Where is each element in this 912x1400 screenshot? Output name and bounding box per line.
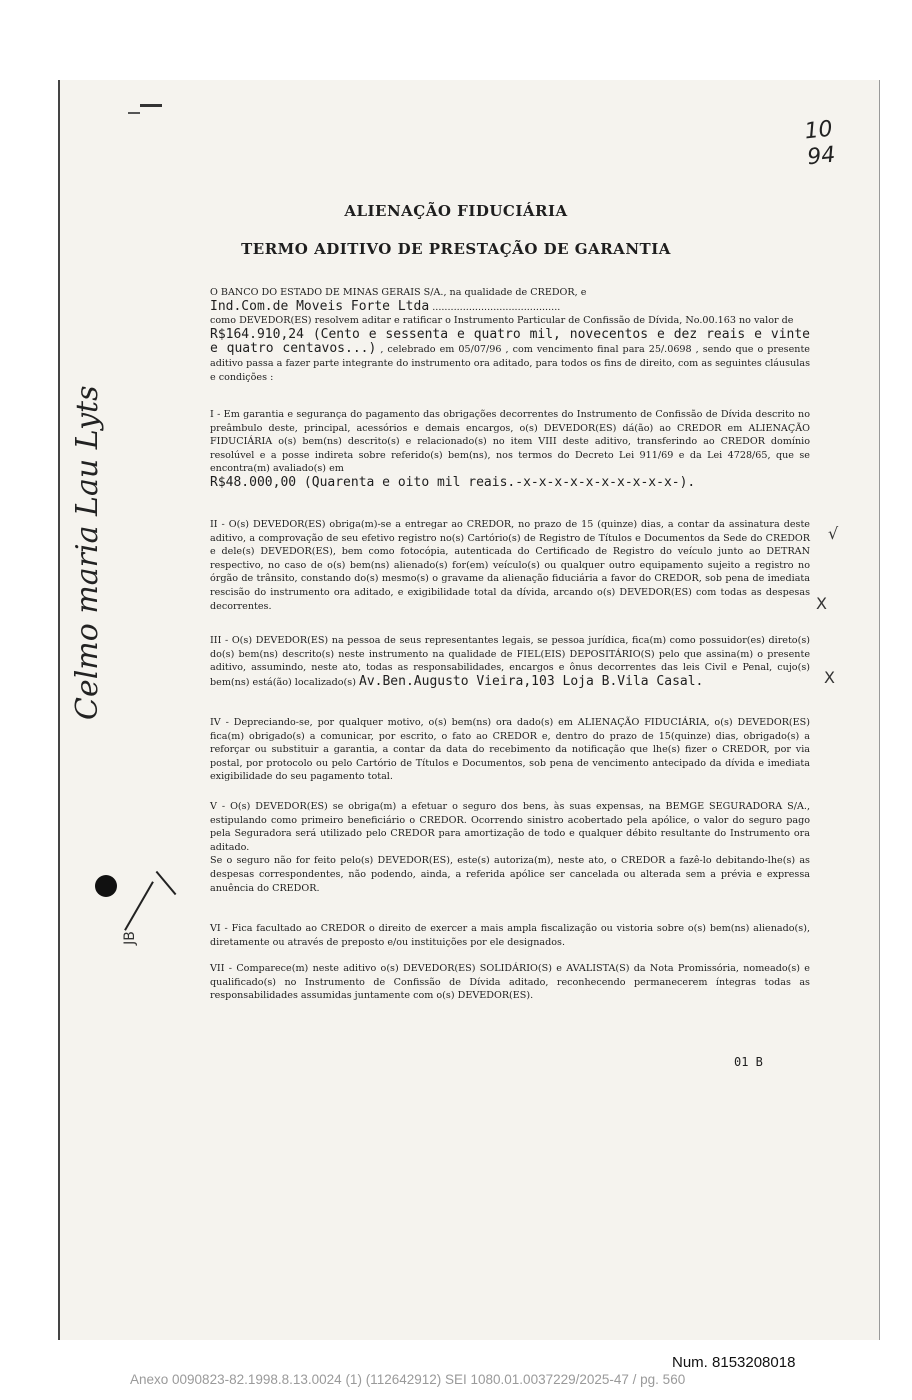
scan-mark xyxy=(128,112,140,114)
x-mark: X xyxy=(816,594,827,613)
document-sheet xyxy=(58,80,880,1340)
debtor-name: Ind.Com.de Moveis Forte Ltda xyxy=(210,298,430,314)
ink-blot xyxy=(95,875,117,897)
tick-mark: √ xyxy=(828,524,839,543)
preamble xyxy=(210,286,810,384)
clause-3-address: Av.Ben.Augusto Vieira,103 Loja B.Vila Casal. xyxy=(359,673,704,689)
clause-7: VII - Comparece(m) neste aditivo o(s) DEVEDOR(ES) SOLIDÁRIO(S) e AVALISTA(S) da Nota Promissória, nomeado(s) e qualificado(s) no Instrumento de Confissão de Dívida aditado, reconhecendo permanecerem íntegras todas as responsabilidades assumidas juntamente com o(s) DEVEDOR(ES). xyxy=(210,963,810,1002)
initials-stamp: JB xyxy=(121,931,138,945)
clause-3-text: III - O(s) DEVEDOR(ES) na pessoa de seus representantes legais, se pessoa jurídica, fica(m) como possuidor(es) direto(s) do(s) bem(ns) descrito(s) neste instrumento na qualidade de FIEL(EIS) DEPOSITÁRIO(S) pelo que assina(m) o presente aditivo, assumindo, neste ato, todas as responsabilidades, encargos e ônus decorrentes das leis Civil e Penal, cujo(s) bem(ns) está(ão) localizado(s) xyxy=(210,635,810,688)
dotted-fill: .......................................... xyxy=(432,301,561,313)
clause-5 xyxy=(210,800,810,895)
clause-1-text: I - Em garantia e segurança do pagamento das obrigações decorrentes do Instrumento de Confissão de Dívida descrito no preâmbulo deste, principal, acessórios e demais encargos, o(s) DEVEDOR(ES) dá(ão) ao CREDOR em ALIENAÇÃO FIDUCIÁRIA o(s) bem(ns) descrito(s) e relacionado(s) no item VIII deste aditivo, transferindo ao CREDOR domínio resolúvel e a posse indireta sobre referido(s) bem(ns), nos termos do Decreto Lei 911/69 e da Lei 4728/65, que se encontra(m) avaliado(s) em xyxy=(210,409,810,475)
clause-6: VI - Fica facultado ao CREDOR o direito de exercer a mais ampla fiscalização ou vistoria sobre o(s) bem(ns) alienado(s), diretamente ou através de preposto e/ou instituições por ele designados. xyxy=(210,923,810,948)
handwritten-page-note: 10 94 xyxy=(803,116,837,171)
handwritten-signature: Celmo maria Lau Lyts xyxy=(70,385,105,720)
document-title: ALIENAÇÃO FIDUCIÁRIA xyxy=(344,202,568,220)
scan-mark xyxy=(140,104,162,107)
page-code: 01 B xyxy=(734,1055,763,1069)
footer-reference: Anexo 0090823-82.1998.8.13.0024 (1) (112642912) SEI 1080.01.0037229/2025-47 / pg. 560 xyxy=(130,1372,686,1387)
clause-5a-text: V - O(s) DEVEDOR(ES) se obriga(m) a efetuar o seguro dos bens, às suas expensas, na BEMGE SEGURADORA S/A., estipulando como primeiro beneficiário o CREDOR. Ocorrendo sinistro acobertado pela apólice, o valor do seguro pago pela Seguradora será utilizado pelo CREDOR para amortização de todo e qualquer débito resultante do Instrumento ora aditado. xyxy=(210,801,810,853)
debt-amount: R$164.910,24 (Cento e sessenta e quatro mil, novecentos e dez reais e vinte e quatro centavos...) xyxy=(210,326,810,357)
clause-4: IV - Depreciando-se, por qualquer motivo, o(s) bem(ns) ora dado(s) em ALIENAÇÃO FIDUCIÁRIA, o(s) DEVEDOR(ES) fica(m) obrigado(s) a comunicar, por escrito, o fato ao CREDOR e, dentro do prazo de 15(quinze) dias, obrigado(s) a reforçar ou substituir a garantia, a contar da data do recebimento da notificação que lhe(s) fizer o CREDOR, por via postal, por protocolo ou pelo Cartório de Títulos e Documentos, sob pena de vencimento antecipado da dívida e imediata exigibilidade do seu pagamento total. xyxy=(210,717,810,783)
preamble-dates: , celebrado em 05/07/96 , com vencimento final para 25/.0698 , sendo que o presente aditivo passa a fazer parte integrante do instrumento ora aditado, para todos os fins de direito, com as seguintes cláusulas e condições : xyxy=(210,344,810,383)
document-number: Num. 8153208018 xyxy=(672,1354,796,1371)
preamble-text: O BANCO DO ESTADO DE MINAS GERAIS S/A., na qualidade de CREDOR, e xyxy=(210,287,587,298)
clause-1 xyxy=(210,408,810,491)
x-mark: X xyxy=(824,668,835,687)
document-subtitle: TERMO ADITIVO DE PRESTAÇÃO DE GARANTIA xyxy=(241,240,671,258)
clause-1-value: R$48.000,00 (Quarenta e oito mil reais.-x-x-x-x-x-x-x-x-x-x-). xyxy=(210,474,696,490)
clause-5b-text: Se o seguro não for feito pelo(s) DEVEDOR(ES), este(s) autoriza(m), neste ato, o CREDOR a fazê-lo debitando-lhe(s) as despesas correspondentes, não podendo, ainda, a referida apólice ser cancelada ou alterada sem a prévia e expressa anuência do CREDOR. xyxy=(210,855,810,894)
clause-3 xyxy=(210,634,810,689)
clause-2: II - O(s) DEVEDOR(ES) obriga(m)-se a entregar ao CREDOR, no prazo de 15 (quinze) dias, a contar da assinatura deste aditivo, a comprovação de seu efetivo registro no(s) Cartório(s) de Registro de Títulos e Documentos da Sede do CREDOR e dele(s) DEVEDOR(ES), bem como fotocópia, autenticada do Certificado de Registro do veículo junto ao DETRAN respectivo, no caso de o(s) bem(ns) alienado(s) for(em) veículo(s) ou qualquer outro equipamento sujeito a registro no órgão de trânsito, constando do(s) mesmo(s) o gravame da alienação fiduciária a favor do CREDOR, sob pena de imediata rescisão do instrumento ora aditado, e exigibilidade total da dívida, arcando o(s) DEVEDOR(ES) com todas as despesas decorrentes. xyxy=(210,519,810,612)
preamble-continuation: como DEVEDOR(ES) resolvem aditar e ratificar o Instrumento Particular de Confissão de Dívida, No.00.163 no valor de xyxy=(210,315,794,327)
